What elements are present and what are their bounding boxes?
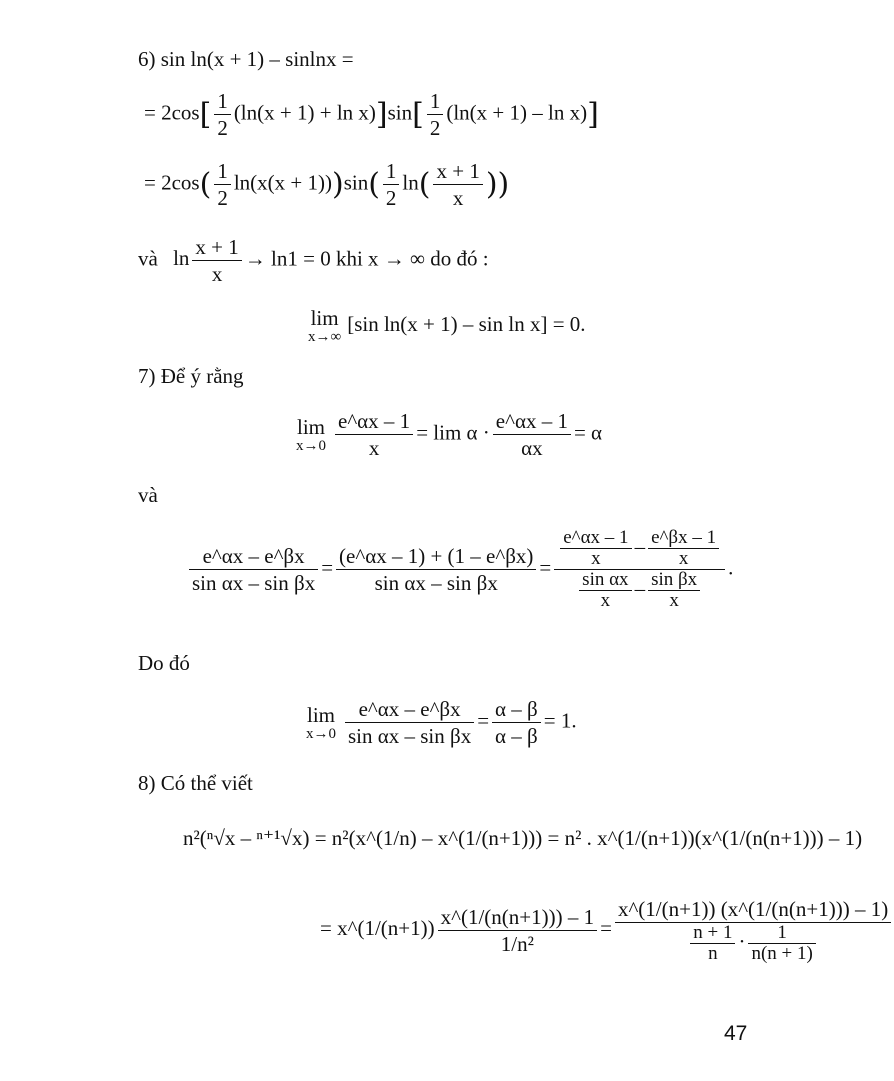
frac-e-c: sin αx (579, 570, 631, 591)
item6-result (308, 307, 586, 345)
page-number: 47 (724, 1022, 748, 1045)
item8-mid: = n² . x^(1/(n+1)) (547, 826, 695, 850)
final-tail: = 1. (543, 708, 577, 733)
cos-argument: (ln(x + 1) + ln x) (233, 100, 376, 125)
item6-step1: = 2cos[ $\frac{1}{2}$ (ln(x + 1) + ln x)]sin[ $\frac{1}{2}$ (ln(x + 1) – ln x)] (144, 89, 599, 140)
item7-limit-identity (296, 408, 602, 461)
frac-e-b-den: x (678, 548, 689, 569)
ratio-den: x (452, 186, 464, 210)
frac-c-den: sin αx – sin βx (192, 571, 316, 595)
and-word: và (138, 246, 158, 271)
item7-therefore: Do đó (138, 651, 190, 675)
frac-f-num: x^(1/(n(n+1))) – 1 (438, 904, 598, 931)
frac-g-den-a: n + 1 (690, 923, 735, 944)
frac-g-den-a-den: n (708, 943, 718, 964)
frac-e-a: e^αx – 1 (560, 528, 631, 549)
ratio-num: x + 1 (433, 158, 482, 185)
sin-argument: (ln(x + 1) – ln x) (446, 100, 588, 125)
frac-e-d-den: x (669, 590, 679, 611)
cos-argument-2: ln(x(x + 1)) (233, 170, 332, 195)
frac-a-num: e^αx – 1 (335, 408, 413, 435)
half-num-4: 1 (383, 158, 400, 185)
item8-heading: 8) Có thể viết (138, 771, 253, 795)
sin-term: sin (387, 100, 413, 125)
minus-sign: – (634, 534, 646, 559)
end-dot: . (728, 555, 734, 580)
lim-word-2: lim (296, 414, 325, 439)
cos-term-2: = 2cos (144, 170, 200, 195)
item8-line1 (183, 826, 862, 851)
lim-word: lim (310, 306, 339, 330)
sin-term-2: sin (343, 170, 369, 195)
ratio-den-2: x (211, 262, 223, 286)
frac-f-den: 1/n² (500, 931, 534, 956)
item7-rewrite: $\frac{e\^{}\alpha x - e\^{}\beta x}{\text{sin αx – sin βx}}$ = $\frac{(e\^{}\alpha x - 1) + (1 - e\^{}\beta x)}{\text{sin αx – sin βx}}$ = $\frac{e\^{}\alpha x - 1}{x}$ – $\frac{e\^{}\beta x - 1}{x}$ $\frac{\text{sin αx}}{x}$ – $\frac{\text{sin βx}}{x}$ . (186, 528, 733, 611)
eq-tail: = α (573, 420, 603, 445)
half-den-4: 2 (385, 186, 397, 210)
minus-sign-2: – (634, 576, 646, 601)
half-num: 1 (214, 88, 231, 115)
frac-d-num: (e^αx – 1) + (1 – e^βx) (336, 543, 536, 570)
frac-a-den: x (368, 436, 380, 460)
frac-e-a-den: x (591, 548, 601, 569)
item8-prefix: = x^(1/(n+1)) (320, 915, 435, 940)
item8-lhs: n²(ⁿ√x – ⁿ⁺¹√x) = n² (183, 826, 349, 850)
half-den-3: 2 (217, 186, 228, 210)
frac-e-d: sin βx (648, 570, 700, 591)
half-num-2: 1 (427, 88, 444, 115)
ln-term: ln (402, 170, 419, 195)
final-ratio-den: α – β (495, 724, 538, 748)
frac-b-num: e^αx – 1 (493, 408, 571, 435)
item6-step2: = 2cos( $\frac{1}{2}$ ln(x(x + 1)))sin( $\frac{1}{2}$ ln( $\frac{x + 1}{x}$ )) (144, 159, 510, 210)
frac-c-num: e^αx – e^βx (189, 543, 318, 570)
result-expression: [sin ln(x + 1) – sin ln x] = 0. (347, 311, 586, 336)
lim-word-3: lim (306, 702, 335, 727)
item7-and: và (138, 483, 158, 507)
lim-subscript-2: x→0 (296, 437, 326, 454)
frac-g-num: x^(1/(n+1)) (x^(1/(n(n+1))) – 1) (615, 896, 891, 923)
frac-g-den-b: n(n + 1) (751, 943, 813, 964)
cos-term: = 2cos (144, 100, 200, 125)
ratio-num-2: x + 1 (192, 234, 241, 261)
item6-limit-statement (138, 234, 489, 287)
half-den: 2 (217, 116, 228, 140)
item6-label: 6) (138, 47, 156, 71)
frac-e-b: e^βx – 1 (648, 528, 719, 549)
item8-paren1: (x^(1/n) – x^(1/(n+1))) (348, 826, 543, 850)
final-frac-num: e^αx – e^βx (345, 696, 474, 723)
item6-heading (138, 46, 354, 72)
limit-text: → ln1 = 0 khi x → ∞ do đó : (244, 246, 489, 271)
ln-term-2: ln (173, 246, 190, 271)
item7-final-limit: lim x→0 $\frac{e\^{}\alpha x - e\^{}\beta x}{\text{sin αx – sin βx}}$ = $\frac{\alpha - \beta}{\alpha - \beta}$ = 1. (306, 697, 577, 748)
frac-b-den: αx (521, 436, 543, 460)
half-num-3: 1 (214, 158, 231, 185)
frac-g-den-b-num: 1 (748, 923, 815, 944)
dot-sign: · (738, 929, 746, 954)
half-den-2: 2 (429, 116, 441, 140)
frac-d-den: sin αx – sin βx (374, 571, 498, 595)
frac-e-c-den: x (600, 590, 611, 611)
item7-heading: 7) Để ý rằng (138, 364, 244, 388)
item8-line2: = x^(1/(n+1)) $\frac{x\^{}(1/(n(n+1))) - 1}{\text{1/n²}}$ = x^(1/(n+1)) (x^(1/(n(n+1))) – 1) $\frac{n + 1}{n}$ · $\frac{1}{n(n + 1)}$ (320, 896, 894, 964)
eq-middle: = lim α · (416, 420, 490, 445)
final-ratio-num: α – β (492, 696, 541, 723)
item6-lhs: sin ln(x + 1) – sinlnx = (160, 47, 354, 71)
lim-subscript: x→∞ (308, 329, 342, 345)
final-frac-den: sin αx – sin βx (348, 724, 472, 748)
item8-paren2: (x^(1/(n(n+1))) – 1) (694, 826, 863, 850)
lim-subscript-3: x→0 (306, 725, 336, 742)
